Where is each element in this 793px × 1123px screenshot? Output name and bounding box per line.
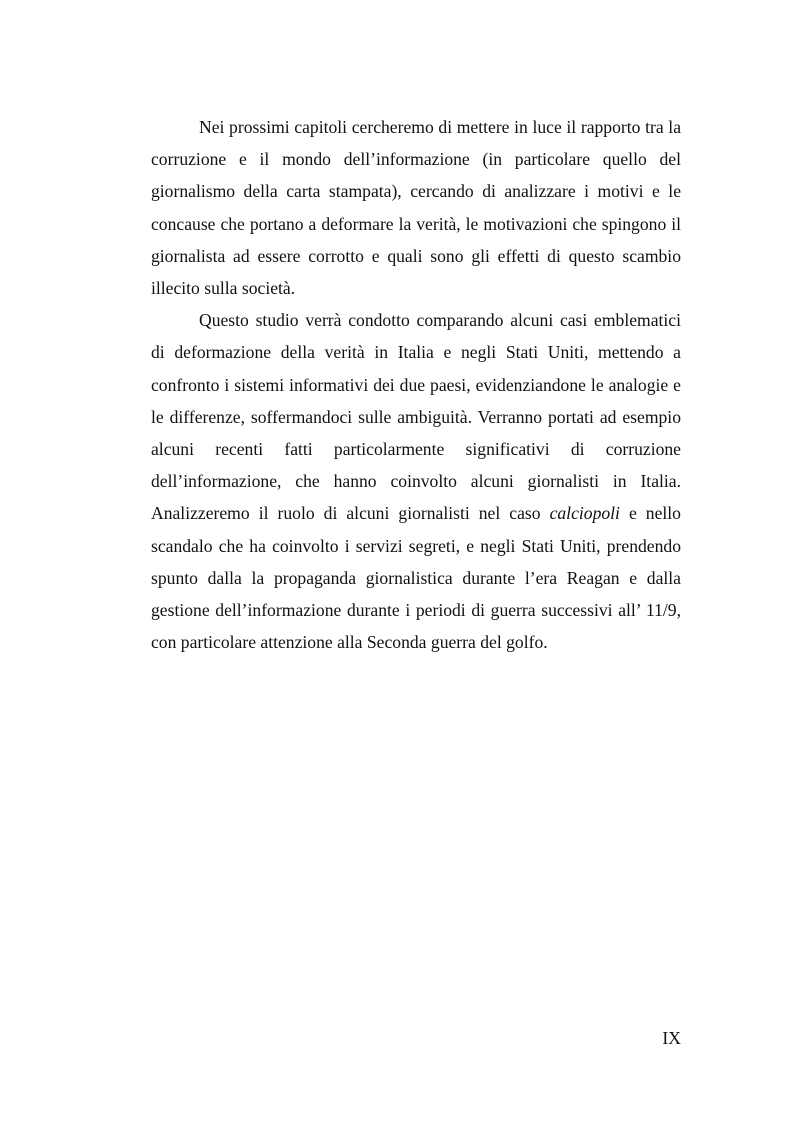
page-number: IX [662, 1028, 681, 1048]
paragraph-1: Nei prossimi capitoli cercheremo di mettere in luce il rapporto tra la corruzione e il mondo dell’informazione (in particolare quello del giornalismo della carta stampata), cercando di analizzare i motivi e le concause che portano a deformare la verità, le motivazioni che spingono il giornalista ad essere corrotto e quali sono gli effetti di questo scambio illecito sulla società. [151, 117, 681, 299]
paragraph-2-text-end: e nello scandalo che ha coinvolto i servizi segreti, e negli Stati Uniti, prendendo spunto dalla la propaganda giornalistica durante l’era Reagan e dalla gestione dell’informazione durante i periodi di guerra successivi all’ 11/9, con particolare attenzione alla Seconda guerra del golfo. [151, 503, 681, 653]
paragraph-2-text-start: Questo studio verrà condotto comparando alcuni casi emblematici di deformazione della verità in Italia e negli Stati Uniti, mettendo a confronto i sistemi informativi dei due paesi, evidenziandone le analogie e le differenze, soffermandoci sulle ambiguità. Verranno portati ad esempio alcuni recenti fatti particolarmente significativi di corruzione dell’informazione, che hanno coinvolto alcuni giornalisti in Italia. Analizzeremo il ruolo di alcuni giornalisti nel caso [151, 310, 681, 524]
italic-term-calciopoli: calciopoli [549, 503, 620, 524]
paragraph-2 [151, 304, 681, 658]
body-text [151, 111, 681, 658]
